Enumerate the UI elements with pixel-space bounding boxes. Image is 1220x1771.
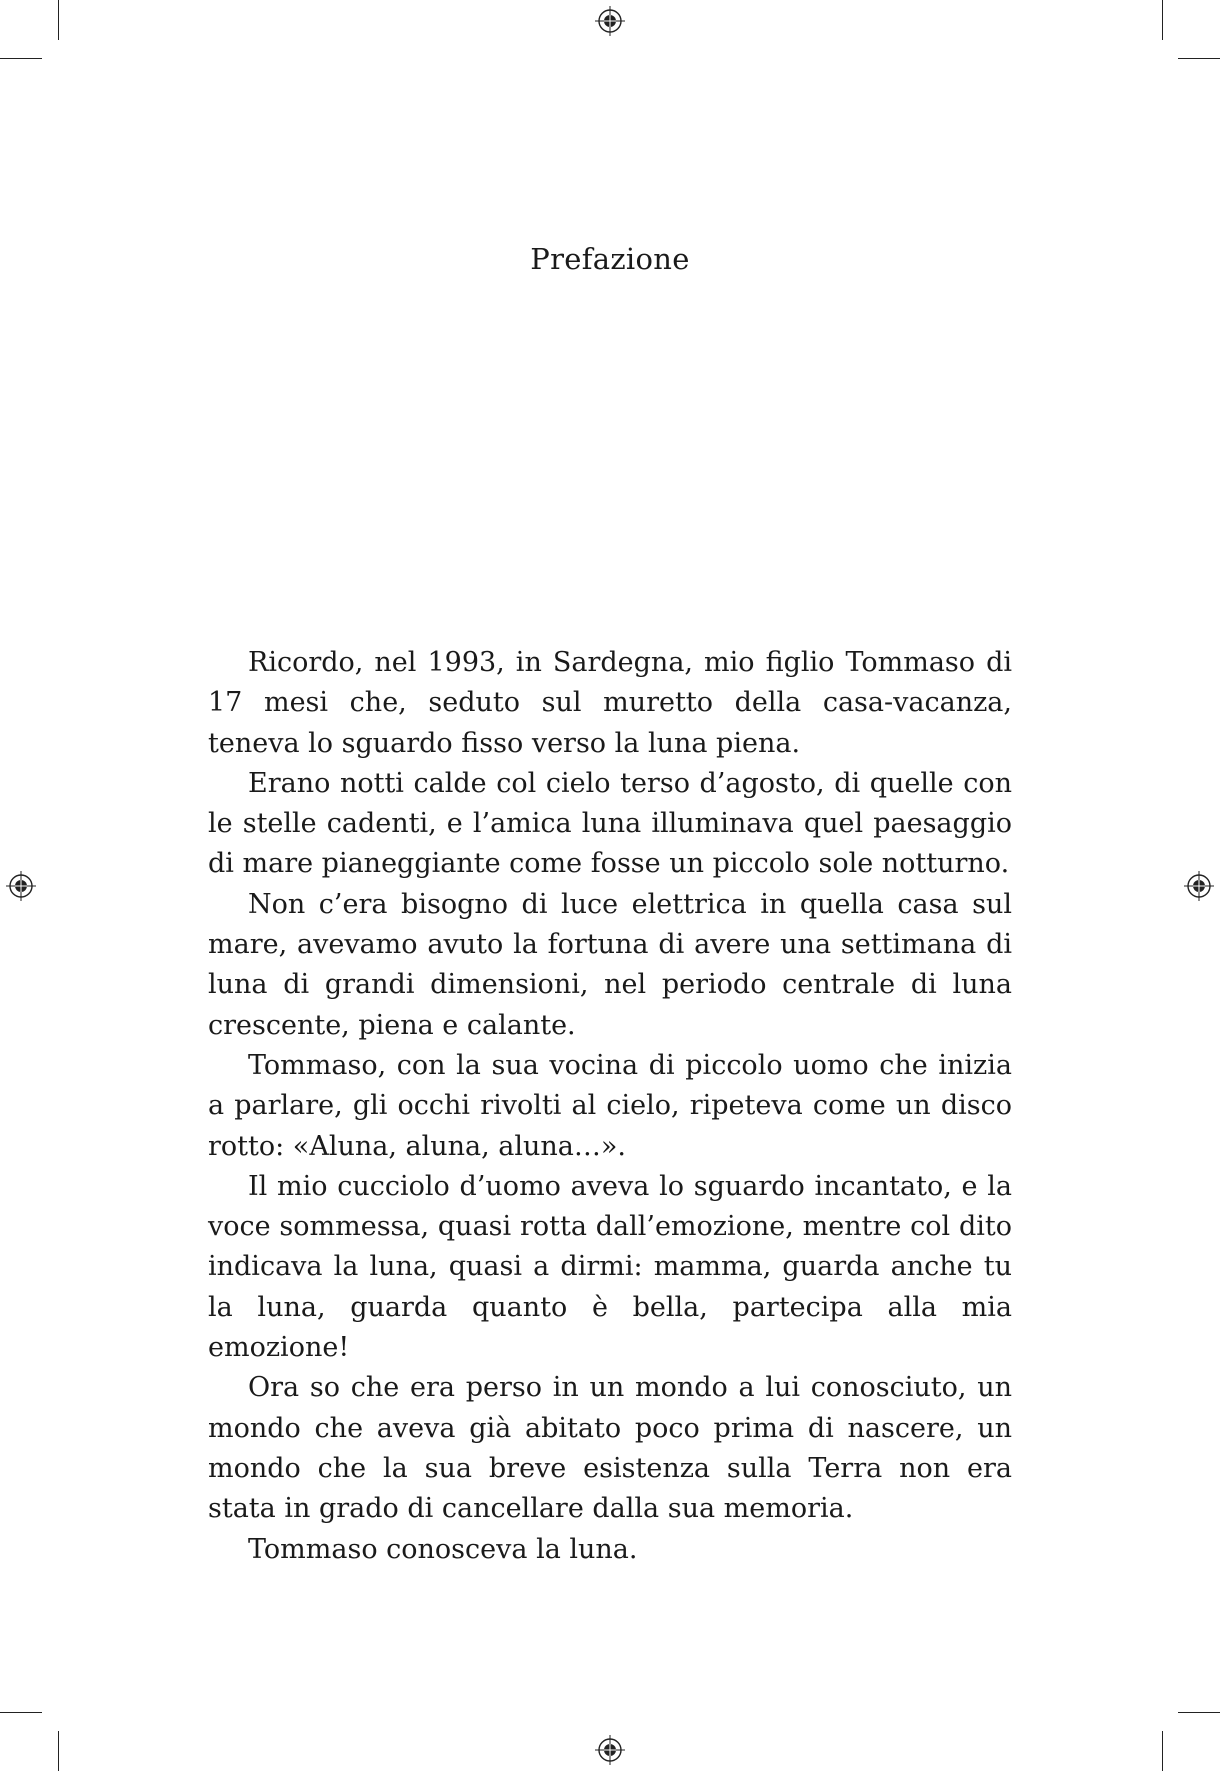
paragraph: Ora so che era perso in un mondo a lui conosciuto, un mondo che aveva già abitato poco prima di nascere, un mondo che la sua breve esistenza sulla Terra non era stata in grado di cancellare dalla sua memoria. xyxy=(208,1372,1012,1525)
crop-mark-icon xyxy=(1162,1731,1163,1771)
crop-mark-icon xyxy=(1162,0,1163,40)
crop-mark-icon xyxy=(1178,1712,1220,1713)
crosshair-circle-icon xyxy=(595,6,625,36)
paragraph: Il mio cucciolo d’uomo aveva lo sguardo incantato, e la voce sommessa, quasi rotta dall’emozione, mentre col dito indicava la luna, quasi a dirmi: mamma, guarda anche tu la luna, guarda quanto è bella, partecipa alla mia emozione! xyxy=(208,1170,1012,1364)
crop-mark-icon xyxy=(58,0,59,40)
paragraph: Ricordo, nel 1993, in Sardegna, mio figlio Tommaso di 17 mesi che, seduto sul muretto della casa-vacanza, teneva lo sguardo fisso verso la luna piena. xyxy=(208,647,1012,759)
crosshair-circle-icon xyxy=(6,871,36,901)
paragraph: Non c’era bisogno di luce elettrica in quella casa sul mare, avevamo avuto la fortuna di avere una settimana di luna di grandi dimensioni, nel periodo centrale di luna crescente, piena e calante. xyxy=(208,888,1012,1041)
paragraph: Tommaso, con la sua vocina di piccolo uomo che inizia a parlare, gli occhi rivolti al cielo, ripeteva come un disco rotto: «Aluna, aluna, aluna…». xyxy=(208,1049,1012,1162)
crop-mark-icon xyxy=(0,1712,42,1713)
paragraph: Erano notti calde col cielo terso d’agosto, di quelle con le stelle cadenti, e l’amica luna illuminava quel paesaggio di mare pianeggiante come fosse un piccolo sole notturno. xyxy=(208,767,1012,880)
body-text xyxy=(208,643,1012,1570)
crop-mark-icon xyxy=(1178,58,1220,59)
crop-mark-icon xyxy=(58,1731,59,1771)
chapter-title: Prefazione xyxy=(530,242,690,276)
paragraph: Tommaso conosceva la luna. xyxy=(248,1533,638,1565)
crop-mark-icon xyxy=(0,58,42,59)
crosshair-circle-icon xyxy=(595,1735,625,1765)
crosshair-circle-icon xyxy=(1184,871,1214,901)
